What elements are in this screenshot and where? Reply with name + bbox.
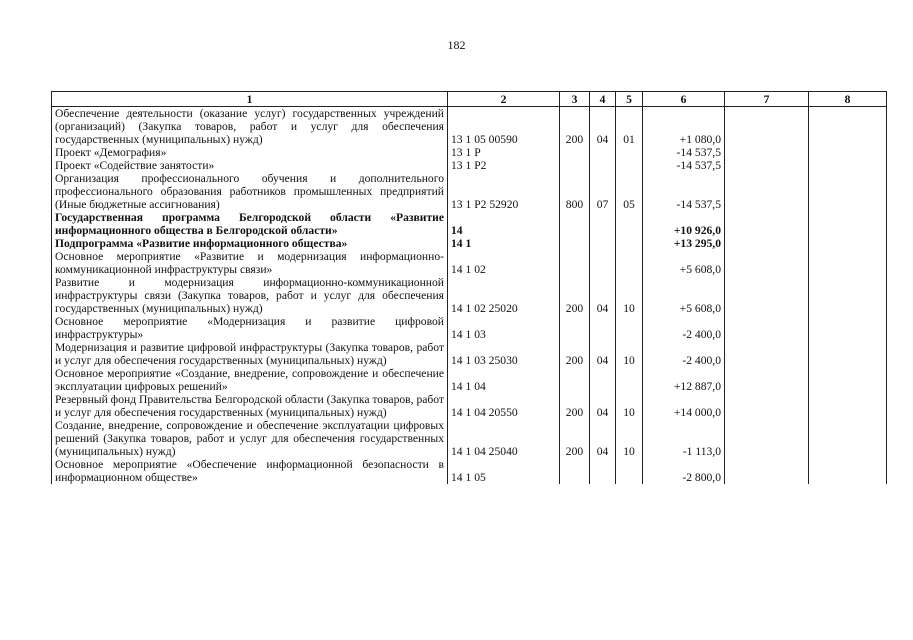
table-row [52,211,887,237]
header-col-3: 3 [560,92,590,107]
row-col4-cell: 04 [590,341,616,367]
row-col4-cell [590,458,616,484]
row-amount-cell: +12 887,0 [643,367,725,393]
row-amount-cell: +5 608,0 [643,276,725,315]
row-col8-cell [809,458,887,484]
header-col-1: 1 [52,92,448,107]
table-row [52,315,887,341]
row-amount-cell: -2 400,0 [643,315,725,341]
row-col5-cell [616,237,643,250]
row-name-cell: Основное мероприятие «Обеспечение информационной безопасности в информационном обществе» [52,458,448,484]
table-row [52,276,887,315]
row-col5-cell: 05 [616,172,643,211]
row-col8-cell [809,419,887,458]
header-col-5: 5 [616,92,643,107]
row-amount-cell: +14 000,0 [643,393,725,419]
row-code-cell: 13 1 P2 52920 [448,172,560,211]
row-name-cell: Проект «Содействие занятости» [52,159,448,172]
header-col-8: 8 [809,92,887,107]
row-col7-cell [725,250,809,276]
row-amount-cell: +5 608,0 [643,250,725,276]
row-col8-cell [809,367,887,393]
row-col7-cell [725,237,809,250]
row-name-cell: Основное мероприятие «Развитие и модернизация информационно-коммуникационной инфраструктуры связи» [52,250,448,276]
row-col8-cell [809,211,887,237]
row-code-cell: 14 [448,211,560,237]
row-name-cell: Подпрограмма «Развитие информационного общества» [52,237,448,250]
row-code-cell: 13 1 P2 [448,159,560,172]
row-col7-cell [725,315,809,341]
row-amount-cell: +10 926,0 [643,211,725,237]
row-col3-cell [560,237,590,250]
row-col5-cell: 10 [616,276,643,315]
row-col7-cell [725,341,809,367]
row-code-cell: 13 1 P [448,146,560,159]
row-col7-cell [725,172,809,211]
row-col8-cell [809,250,887,276]
row-col3-cell [560,211,590,237]
row-col5-cell: 10 [616,419,643,458]
row-col3-cell [560,146,590,159]
row-name-cell: Модернизация и развитие цифровой инфраструктуры (Закупка товаров, работ и услуг для обеспечения государственных (муниципальных) нужд) [52,341,448,367]
row-code-cell: 14 1 04 20550 [448,393,560,419]
row-col8-cell [809,159,887,172]
table-row [52,159,887,172]
row-col8-cell [809,341,887,367]
row-col3-cell [560,458,590,484]
row-col3-cell: 200 [560,276,590,315]
row-code-cell: 13 1 05 00590 [448,107,560,147]
row-col3-cell: 800 [560,172,590,211]
row-code-cell: 14 1 03 25030 [448,341,560,367]
row-col5-cell [616,315,643,341]
row-code-cell: 14 1 04 25040 [448,419,560,458]
header-col-4: 4 [590,92,616,107]
row-col4-cell: 04 [590,393,616,419]
row-col7-cell [725,393,809,419]
row-col5-cell: 10 [616,393,643,419]
row-col7-cell [725,419,809,458]
row-col7-cell [725,107,809,147]
row-name-cell: Проект «Демография» [52,146,448,159]
row-col4-cell: 04 [590,276,616,315]
row-col3-cell [560,159,590,172]
row-col5-cell [616,250,643,276]
row-col4-cell [590,146,616,159]
page-number: 182 [447,38,466,52]
table-body [52,107,887,485]
row-col8-cell [809,237,887,250]
row-col8-cell [809,393,887,419]
row-col4-cell [590,159,616,172]
row-name-cell: Государственная программа Белгородской области «Развитие информационного общества в Белгородской области» [52,211,448,237]
header-col-2: 2 [448,92,560,107]
row-amount-cell: -14 537,5 [643,159,725,172]
row-name-cell: Обеспечение деятельности (оказание услуг) государственных учреждений (организаций) (Закупка товаров, работ и услуг для обеспечения государственных (муниципальных) нужд) [52,107,448,147]
table-row [52,341,887,367]
row-col4-cell [590,237,616,250]
row-col5-cell [616,159,643,172]
table-row [52,250,887,276]
row-col3-cell: 200 [560,393,590,419]
row-code-cell: 14 1 03 [448,315,560,341]
row-amount-cell: -14 537,5 [643,172,725,211]
header-row [52,92,887,107]
header-col-7: 7 [725,92,809,107]
row-col4-cell [590,367,616,393]
row-col5-cell: 10 [616,341,643,367]
table-row [52,419,887,458]
header-col-6: 6 [643,92,725,107]
row-name-cell: Организация профессионального обучения и дополнительного профессионального образования работников промышленных предприятий (Иные бюджетные ассигнования) [52,172,448,211]
row-col4-cell [590,211,616,237]
row-col7-cell [725,159,809,172]
row-col5-cell [616,367,643,393]
row-col7-cell [725,367,809,393]
row-amount-cell: -2 800,0 [643,458,725,484]
row-col4-cell [590,250,616,276]
row-code-cell: 14 1 02 25020 [448,276,560,315]
row-col7-cell [725,211,809,237]
row-col8-cell [809,146,887,159]
table-row [52,237,887,250]
row-col3-cell [560,367,590,393]
row-name-cell: Основное мероприятие «Модернизация и развитие цифровой инфраструктуры» [52,315,448,341]
row-col5-cell: 01 [616,107,643,147]
row-col4-cell: 07 [590,172,616,211]
row-col8-cell [809,315,887,341]
row-name-cell: Развитие и модернизация информационно-коммуникационной инфраструктуры связи (Закупка товаров, работ и услуг для обеспечения государственных (муниципальных) нужд) [52,276,448,315]
row-amount-cell: +1 080,0 [643,107,725,147]
row-code-cell: 14 1 04 [448,367,560,393]
row-name-cell: Резервный фонд Правительства Белгородской области (Закупка товаров, работ и услуг для обеспечения государственных (муниципальных) нужд) [52,393,448,419]
row-amount-cell: -1 113,0 [643,419,725,458]
row-col4-cell: 04 [590,419,616,458]
table-row [52,172,887,211]
row-col8-cell [809,172,887,211]
table-row [52,393,887,419]
table-row [52,458,887,484]
row-col3-cell: 200 [560,341,590,367]
row-col3-cell [560,315,590,341]
row-name-cell: Создание, внедрение, сопровождение и обеспечение эксплуатации цифровых решений (Закупка товаров, работ и услуг для обеспечения государственных (муниципальных) нужд) [52,419,448,458]
table-row [52,367,887,393]
row-code-cell: 14 1 05 [448,458,560,484]
row-col3-cell: 200 [560,419,590,458]
row-amount-cell: -2 400,0 [643,341,725,367]
budget-table [51,91,887,484]
table-row [52,146,887,159]
row-amount-cell: -14 537,5 [643,146,725,159]
row-col5-cell [616,458,643,484]
row-amount-cell: +13 295,0 [643,237,725,250]
row-col5-cell [616,146,643,159]
row-col4-cell: 04 [590,107,616,147]
row-col8-cell [809,276,887,315]
row-col3-cell: 200 [560,107,590,147]
row-col5-cell [616,211,643,237]
row-col8-cell [809,107,887,147]
row-col7-cell [725,146,809,159]
row-code-cell: 14 1 [448,237,560,250]
row-col4-cell [590,315,616,341]
table-row [52,107,887,147]
row-code-cell: 14 1 02 [448,250,560,276]
row-name-cell: Основное мероприятие «Создание, внедрение, сопровождение и обеспечение эксплуатации цифровых решений» [52,367,448,393]
row-col7-cell [725,276,809,315]
row-col7-cell [725,458,809,484]
row-col3-cell [560,250,590,276]
